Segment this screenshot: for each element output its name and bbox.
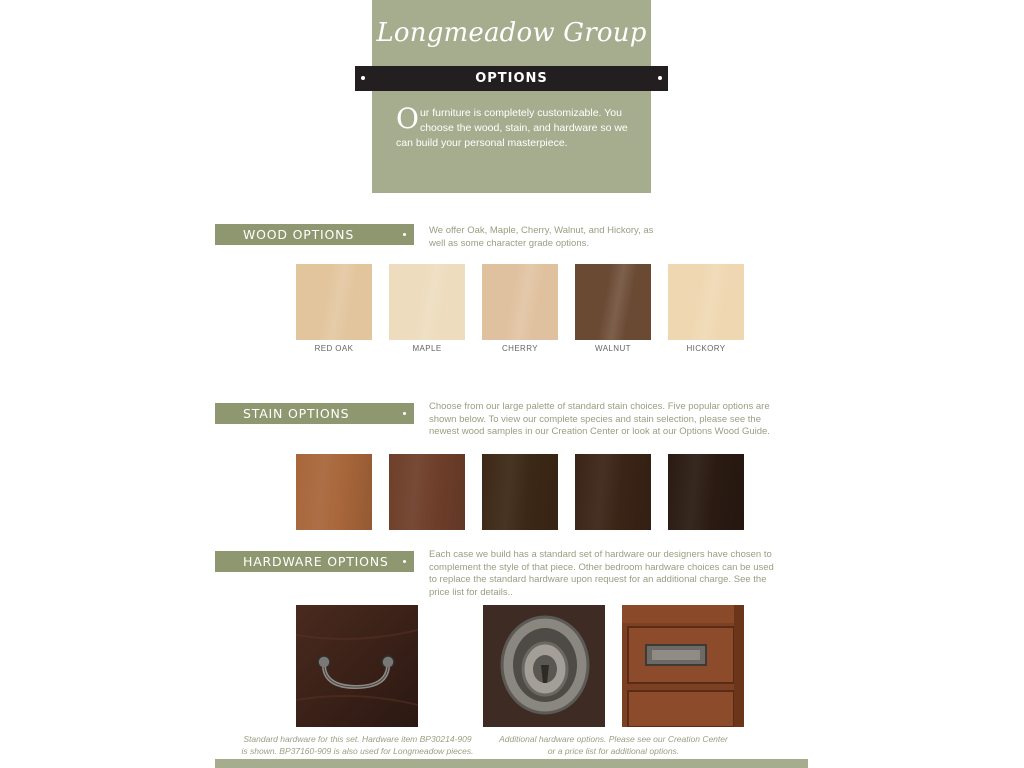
wood-swatch-label: HICKORY [686,344,726,353]
stain-swatch [668,454,744,530]
footer-bar [215,759,808,768]
brand-title: Longmeadow Group [376,18,647,48]
drawer-bin-pull-image [622,605,744,727]
intro-dropcap: O [396,102,419,135]
hardware-options-label: HARDWARE OPTIONS [243,554,389,569]
wood-swatch [668,264,744,340]
stain-swatch [575,454,651,530]
stain-options-description: Choose from our large palette of standard stain choices. Five popular options are shown below. To view our complete species and stain selection, please see the newest wood samples in our Creation Center or look at our Options Wood Guide. [429,401,770,437]
wood-swatch [482,264,558,340]
options-title-bar [355,66,668,91]
hardware-options-description: Each case we build has a standard set of hardware our designers have chosen to complement the style of that piece. Other bedroom hardware choices can be used to replace the standard hardware upon request for an additional charge. See the price list for details.. [429,549,774,598]
additional-hardware-caption: Additional hardware options. Please see our Creation Center or a price list for additional options. [499,734,728,756]
wood-swatch-label: MAPLE [412,344,442,353]
standard-hardware-caption: Standard hardware for this set. Hardware item BP30214-909 is shown. BP37160-909 is also used for Longmeadow pieces. [241,734,474,756]
wood-swatch [389,264,465,340]
stain-swatch [296,454,372,530]
hardware-options-tag [215,551,414,572]
wood-swatch-label: CHERRY [501,344,539,353]
standard-hardware-image [296,605,418,727]
stain-swatch [482,454,558,530]
wood-swatch [575,264,651,340]
bullet [403,560,406,563]
intro-text: ur furniture is completely customizable. You choose the wood, stain, and hardware so we can build your personal masterpiece. [396,107,628,149]
ring-pull-icon [483,605,605,727]
drawer-pull-icon [296,605,418,727]
bin-pull-icon [622,605,744,727]
stain-options-label: STAIN OPTIONS [243,406,350,421]
options-title: OPTIONS [475,71,548,86]
bullet-right [658,76,662,80]
wood-options-tag [215,224,414,245]
stain-swatch [389,454,465,530]
intro-text-block [396,102,636,151]
bullet-left [361,76,365,80]
wood-swatch [296,264,372,340]
bullet [403,412,406,415]
wood-swatch-label: WALNUT [595,344,631,353]
stain-options-tag [215,403,414,424]
bullet [403,233,406,236]
wood-options-description: We offer Oak, Maple, Cherry, Walnut, and Hickory, as well as some character grade options. [429,225,654,249]
wood-swatch-label: RED OAK [314,344,354,353]
ring-pull-image [483,605,605,727]
wood-options-label: WOOD OPTIONS [243,227,355,242]
